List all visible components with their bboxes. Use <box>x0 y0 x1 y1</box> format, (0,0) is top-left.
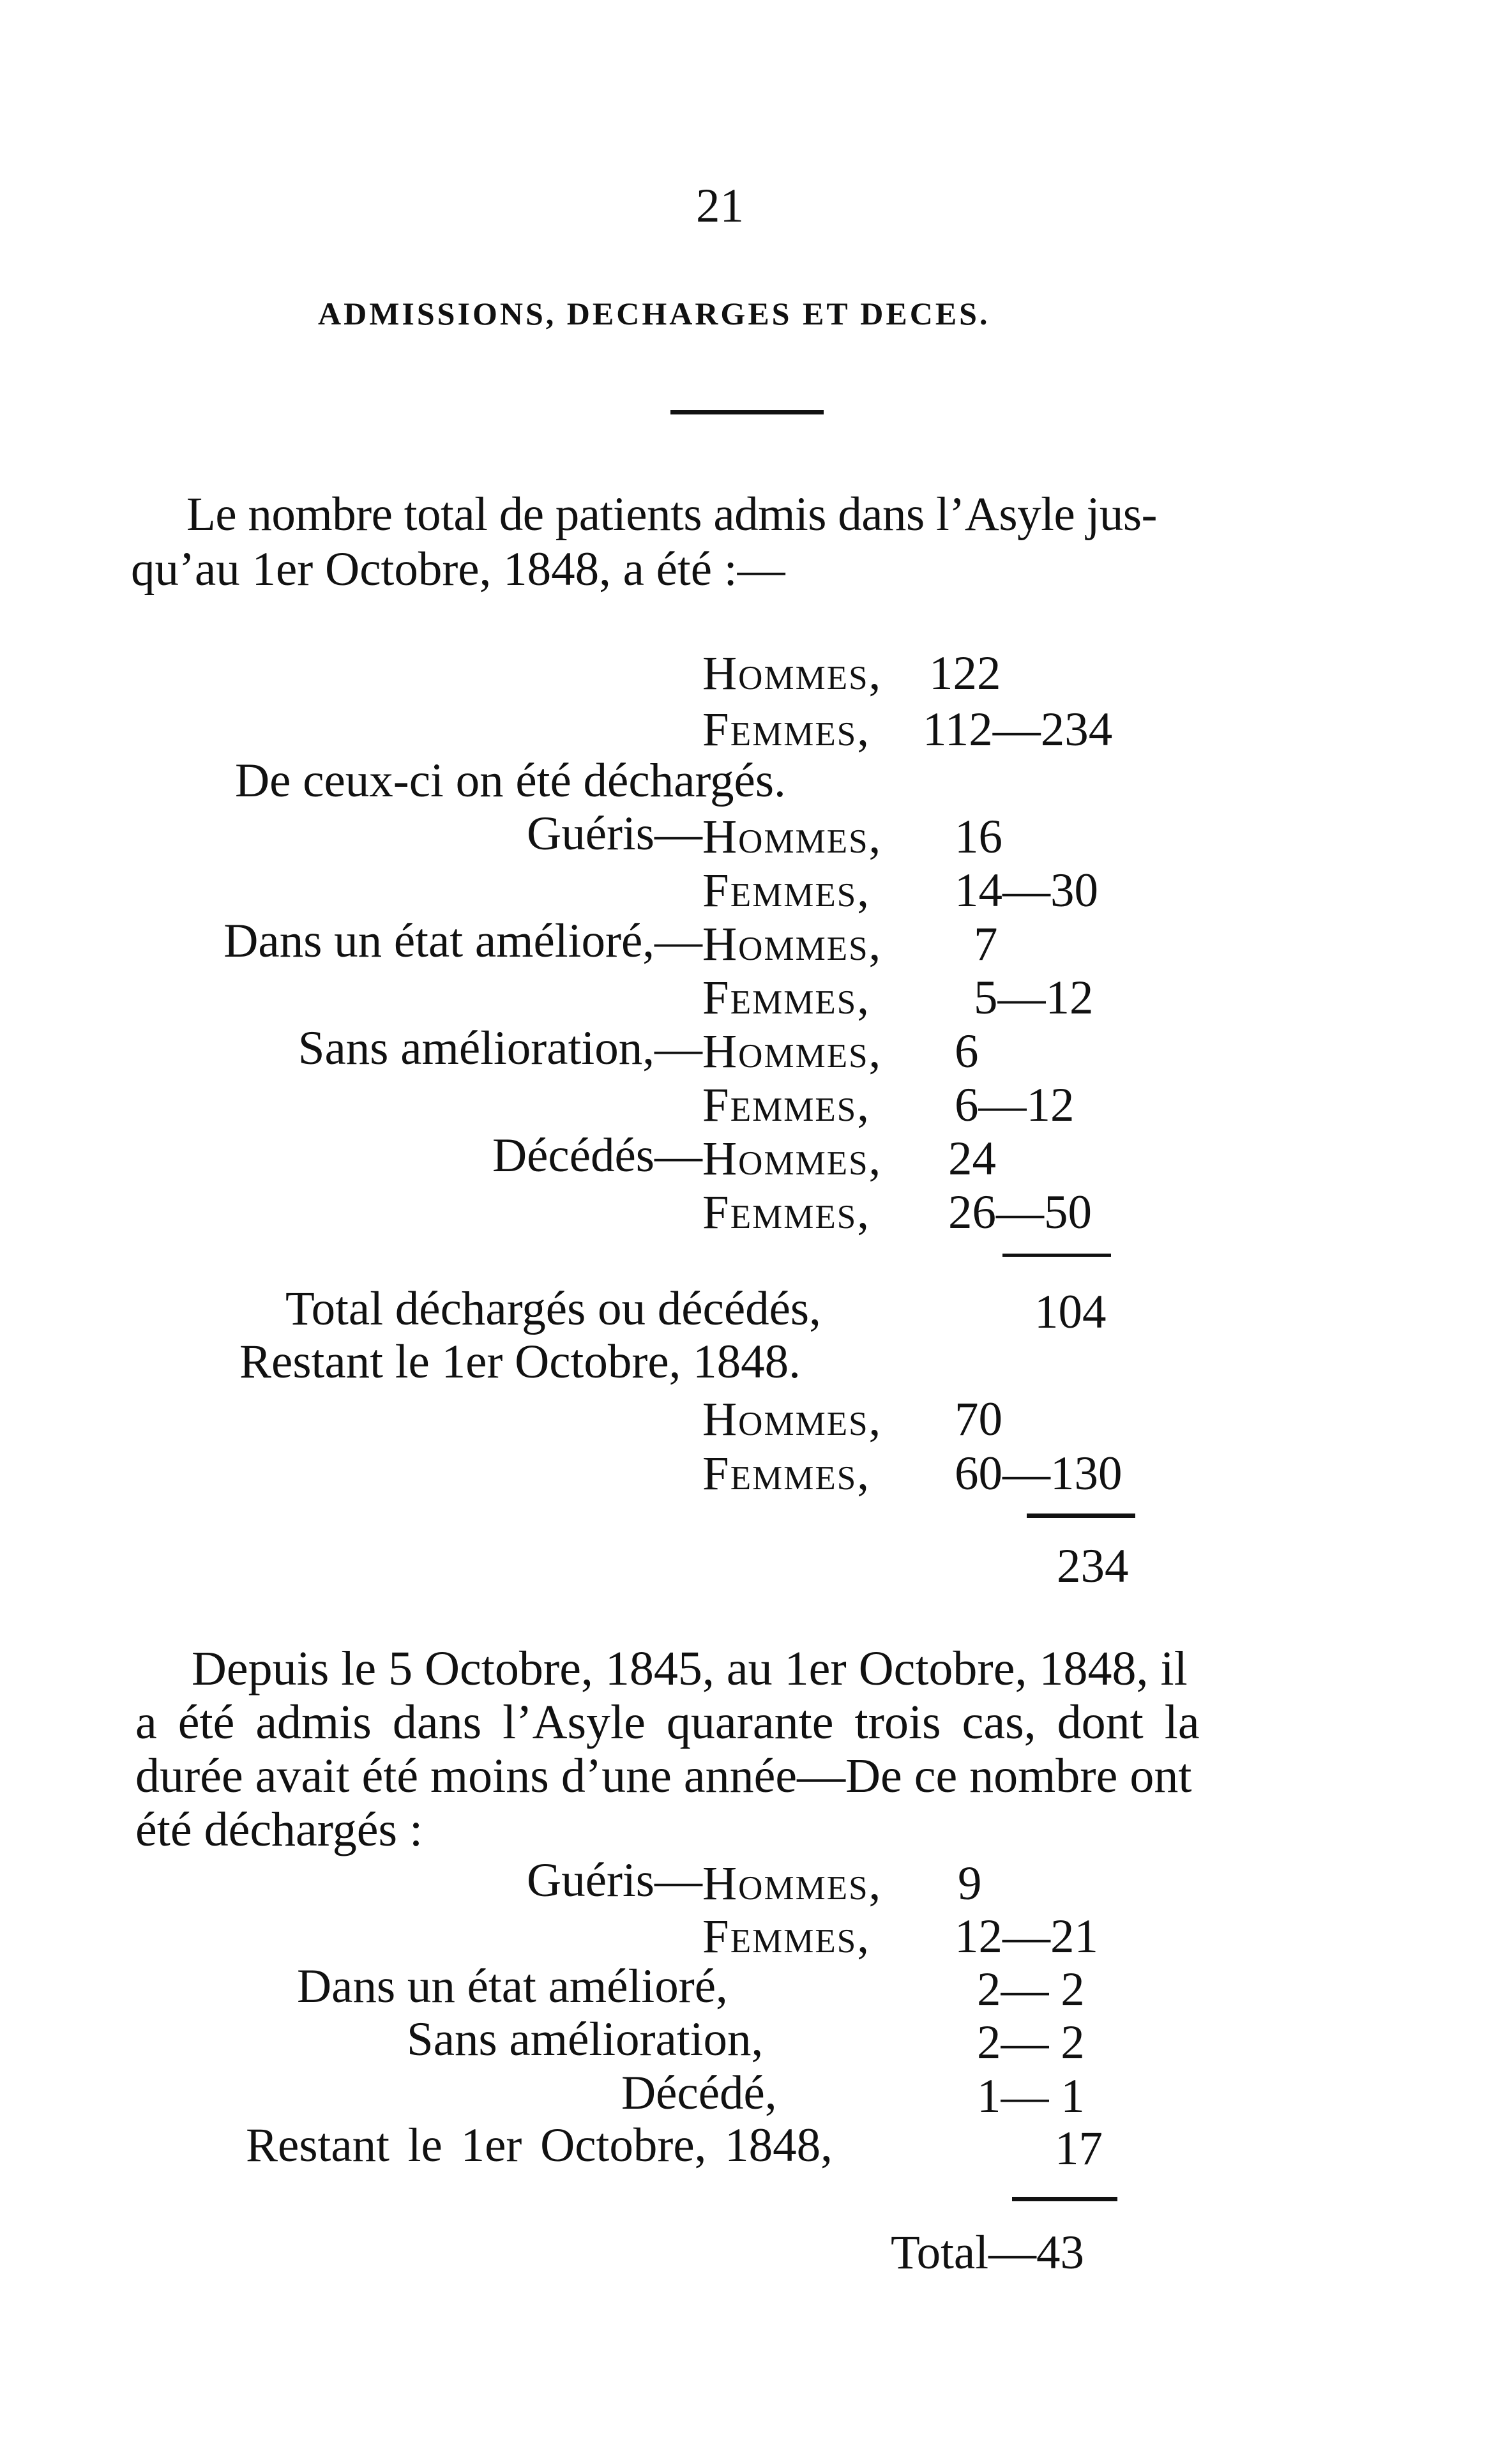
total-discharged-value: 104 <box>1034 1286 1107 1339</box>
admitted-femmes-value: 112—234 <box>923 703 1113 756</box>
recent-femmes-value: 12—21 <box>955 1910 1098 1963</box>
sum-rule <box>1002 1254 1111 1257</box>
para2-line-3: durée avait été moins d’une année—De ce nombre ont <box>135 1749 1192 1803</box>
recent-restant-label: Restant le 1er Octobre, 1848, <box>246 2119 833 2172</box>
sans-hommes-value: 6 <box>955 1025 979 1078</box>
recent-total: Total—43 <box>891 2226 1085 2279</box>
sans-femmes-label: Femmes, <box>702 1079 870 1132</box>
remaining-femmes-label: Femmes, <box>702 1447 870 1500</box>
gueris-hommes-label: Hommes, <box>702 810 882 863</box>
decedes-femmes-value: 26—50 <box>948 1186 1092 1239</box>
ameliore-prefix: Dans un état amélioré,— <box>223 914 702 967</box>
section-heading: ADMISSIONS, DECHARGES ET DECES. <box>318 296 990 331</box>
remaining-label: Restant le 1er Octobre, 1848. <box>239 1335 801 1388</box>
grand-total-rule <box>1027 1513 1135 1518</box>
ameliore-femmes-value: 5—12 <box>974 971 1094 1024</box>
ameliore-hommes-label: Hommes, <box>702 918 882 971</box>
recent-femmes-label: Femmes, <box>702 1910 870 1963</box>
admitted-hommes-value: 122 <box>929 647 1001 700</box>
recent-ameliore-label: Dans un état amélioré, <box>297 1960 728 2013</box>
discharged-intro: De ceux-ci on été déchargés. <box>235 754 786 807</box>
recent-hommes-label: Hommes, <box>702 1857 882 1910</box>
recent-sans-label: Sans amélioration, <box>407 2013 764 2066</box>
decedes-prefix: Décédés— <box>492 1129 702 1182</box>
recent-hommes-value: 9 <box>958 1857 982 1910</box>
ameliore-hommes-value: 7 <box>974 918 998 971</box>
total-discharged-label: Total déchargés ou décédés, <box>285 1282 821 1335</box>
recent-decede-label: Décédé, <box>621 2067 777 2120</box>
gueris-femmes-value: 14—30 <box>955 864 1098 917</box>
decedes-hommes-label: Hommes, <box>702 1132 882 1185</box>
sans-hommes-label: Hommes, <box>702 1025 882 1078</box>
remaining-hommes-value: 70 <box>955 1393 1002 1446</box>
gueris-femmes-label: Femmes, <box>702 864 870 917</box>
recent-restant-value: 17 <box>1055 2122 1103 2175</box>
admitted-femmes-label: Femmes, <box>702 703 870 756</box>
remaining-femmes-value: 60—130 <box>955 1447 1123 1500</box>
sans-femmes-value: 6—12 <box>955 1079 1075 1132</box>
admitted-hommes-label: Hommes, <box>702 647 882 700</box>
intro-line-2: qu’au 1er Octobre, 1848, a été :— <box>131 543 785 596</box>
ameliore-femmes-label: Femmes, <box>702 971 870 1024</box>
sans-amelioration-prefix: Sans amélioration,— <box>298 1022 702 1075</box>
para2-line-4: été déchargés : <box>135 1803 423 1856</box>
decedes-hommes-value: 24 <box>948 1132 996 1185</box>
recent-decede-value: 1— 1 <box>977 2070 1085 2123</box>
gueris-prefix: Guéris— <box>527 807 702 860</box>
decedes-femmes-label: Femmes, <box>702 1186 870 1239</box>
recent-sans-value: 2— 2 <box>977 2016 1085 2069</box>
para2-line-2: a été admis dans l’Asyle quarante trois cas, dont la <box>135 1696 1200 1749</box>
intro-line-1: Le nombre total de patients admis dans l’Asyle jus- <box>186 488 1157 541</box>
heading-rule <box>670 410 824 414</box>
remaining-hommes-label: Hommes, <box>702 1393 882 1446</box>
recent-ameliore-value: 2— 2 <box>977 1963 1085 2016</box>
recent-total-rule <box>1012 2197 1117 2201</box>
page-number: 21 <box>696 179 744 232</box>
gueris-hommes-value: 16 <box>955 810 1002 863</box>
recent-gueris-prefix: Guéris— <box>527 1854 702 1907</box>
para2-line-1: Depuis le 5 Octobre, 1845, au 1er Octobre, 1848, il <box>192 1642 1188 1696</box>
grand-total-value: 234 <box>1057 1540 1129 1593</box>
